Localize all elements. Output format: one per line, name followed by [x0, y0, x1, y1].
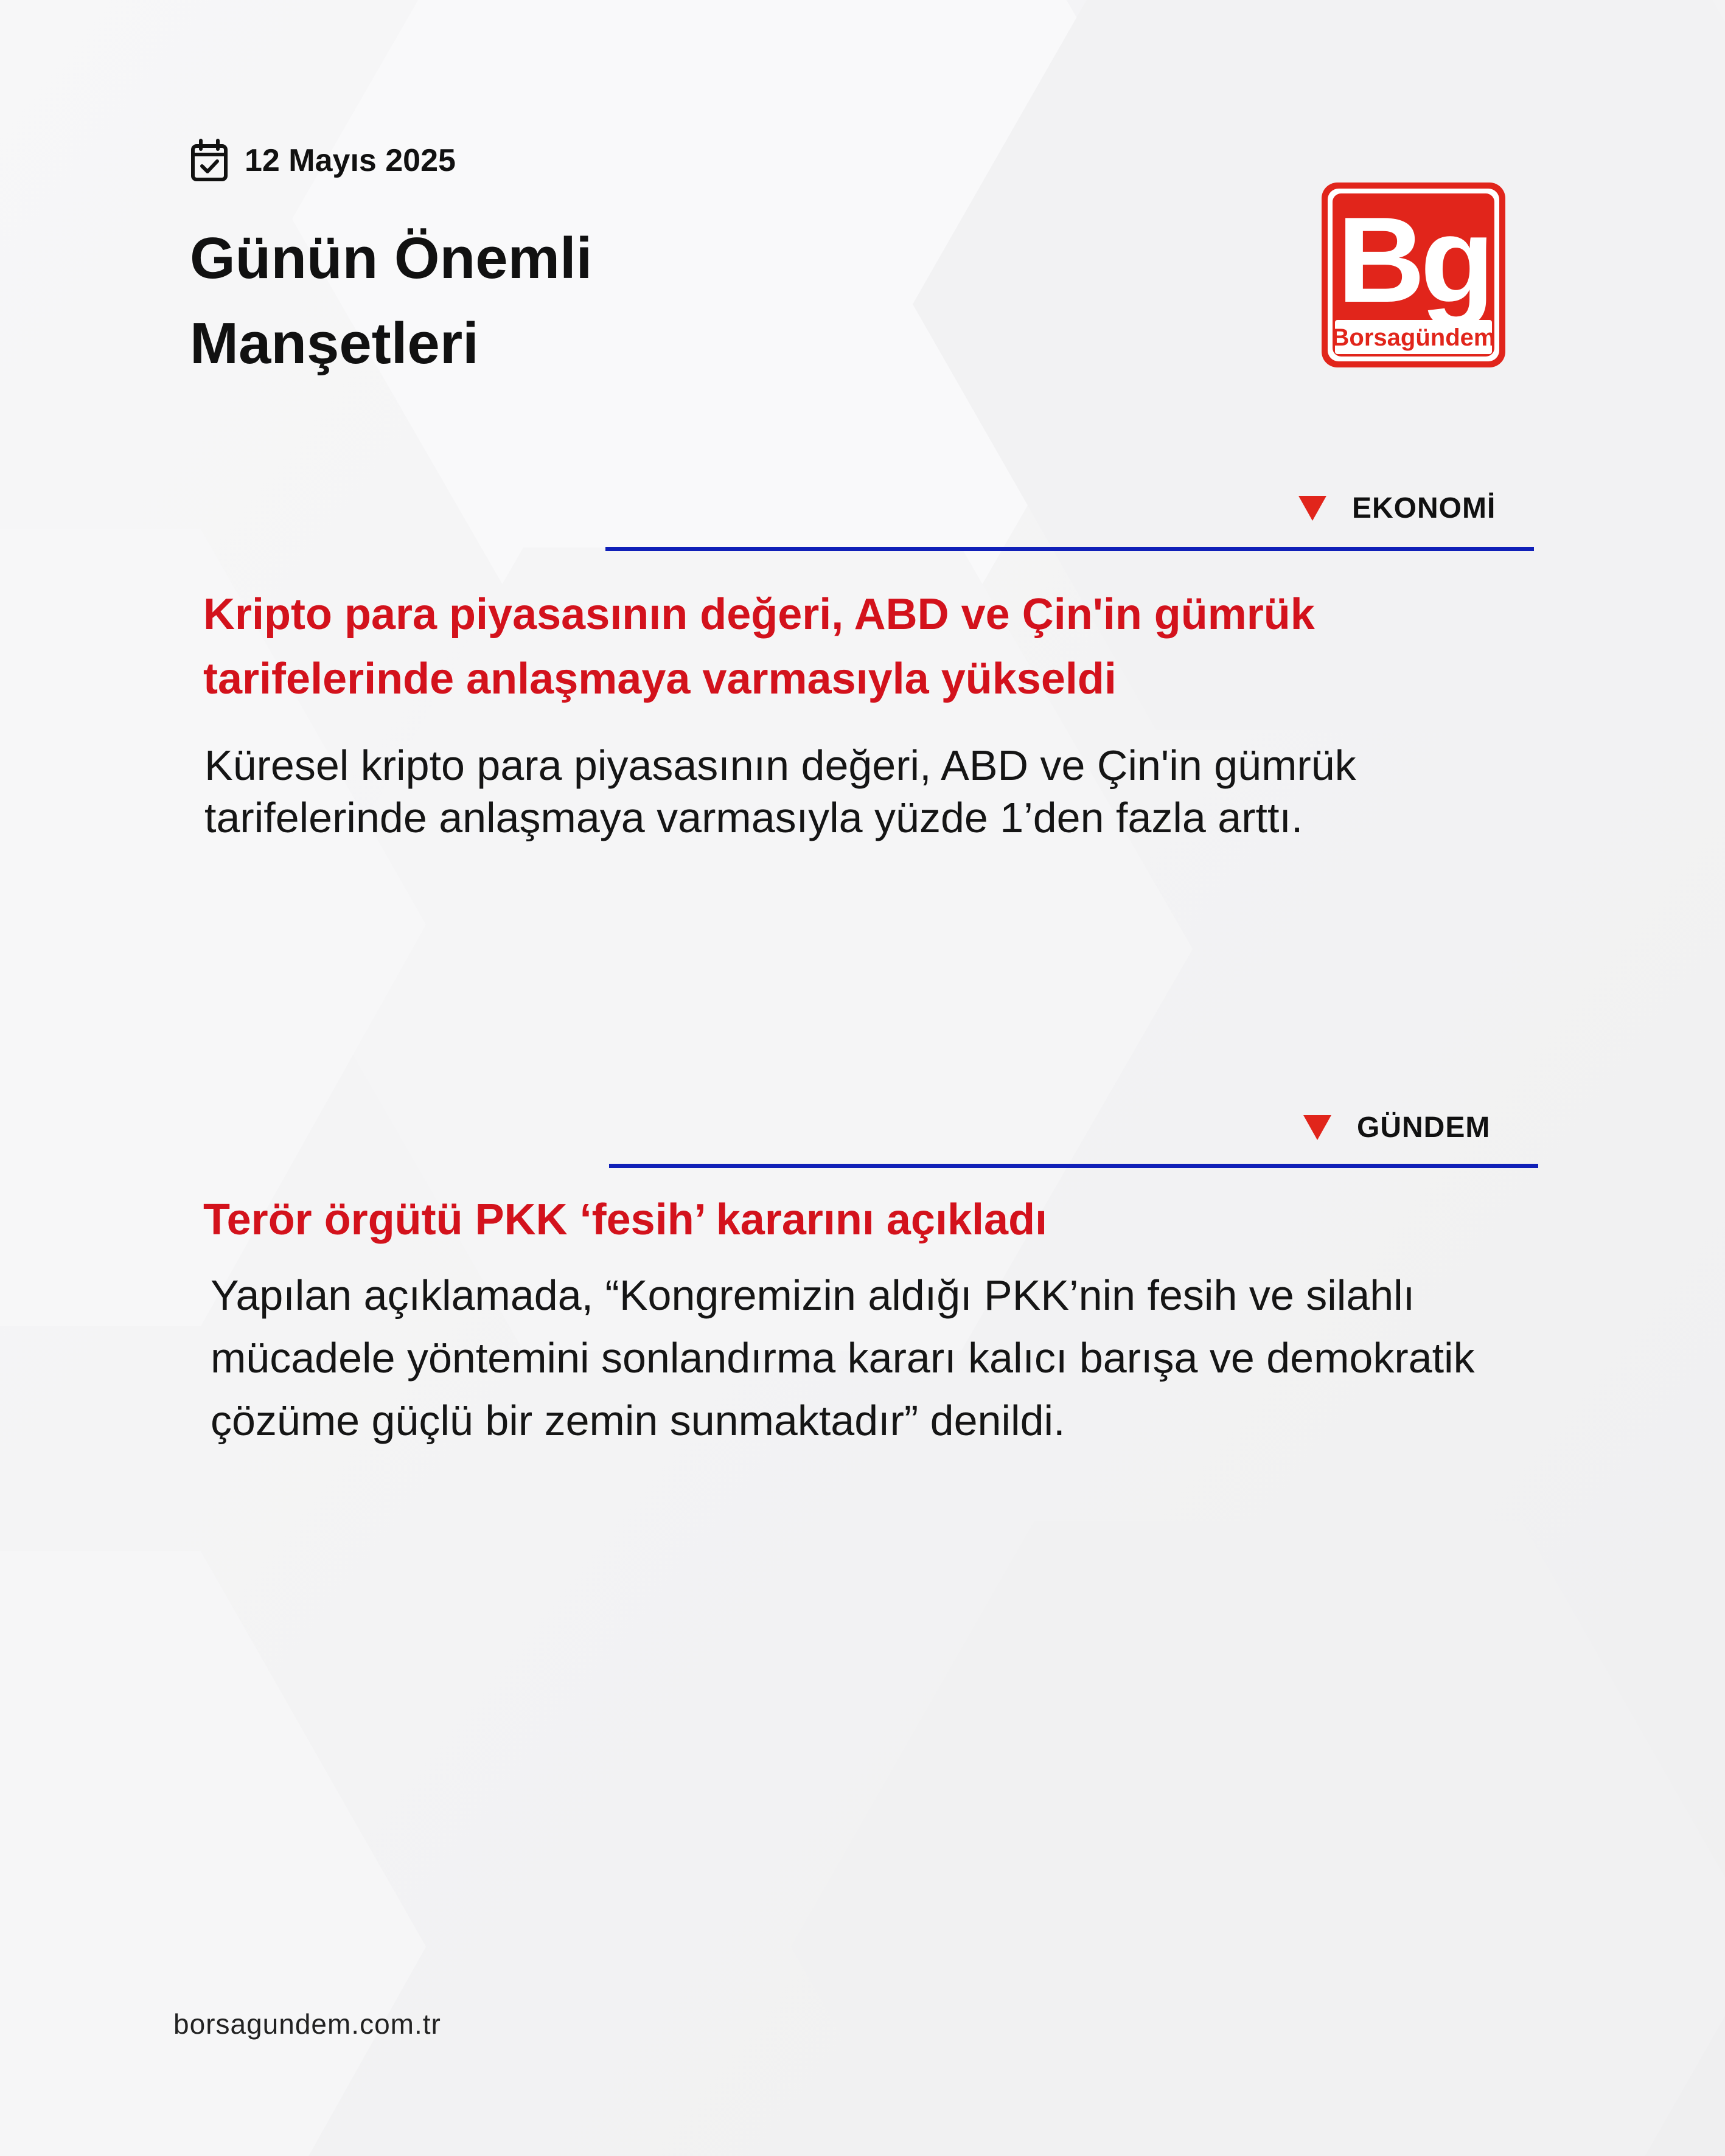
- footer-website: borsagundem.com.tr: [173, 2008, 441, 2040]
- summary-pkk: Yapılan açıklamada, “Kongremizin aldığı PKK’nin fesih ve silahlı mücadele yöntemini sonlandırma kararı kalıcı barışa ve demokratik çözüme güçlü bir zemin sunmaktadır” denildi.: [211, 1271, 1475, 1444]
- section-divider: [605, 547, 1534, 551]
- headline-crypto: Kripto para piyasasının değeri, ABD ve Çin'in gümrük tarifelerinde anlaşmaya varmasıyla yükseldi: [203, 590, 1315, 703]
- triangle-down-icon: [1297, 494, 1328, 522]
- section-tag-label: EKONOMİ: [1352, 492, 1496, 524]
- borsagundem-logo: [1319, 180, 1508, 370]
- page-title: [190, 216, 737, 386]
- calendar-check-icon: [190, 139, 229, 183]
- headline-pkk: Terör örgütü PKK ‘fesih’ kararını açıkladı: [203, 1195, 1048, 1244]
- date-row: [190, 139, 456, 183]
- section-tag-ekonomi: [1297, 487, 1496, 529]
- date-text: 12 Mayıs 2025: [245, 143, 456, 178]
- triangle-down-icon: [1302, 1113, 1333, 1141]
- svg-text:Borsagündem: Borsagündem: [1331, 324, 1496, 351]
- section-tag-label: GÜNDEM: [1357, 1111, 1491, 1144]
- page-title-line-1: Günün Önemli: [190, 226, 593, 291]
- section-divider: [609, 1164, 1538, 1168]
- section-tag-gundem: [1302, 1106, 1490, 1149]
- page-title-line-2: Manşetleri: [190, 311, 479, 376]
- summary-crypto: Küresel kripto para piyasasının değeri, ABD ve Çin'in gümrük tarifelerinde anlaşmaya varmasıyla yüzde 1’den fazla arttı.: [204, 742, 1356, 841]
- svg-text:Bg: Bg: [1337, 192, 1490, 328]
